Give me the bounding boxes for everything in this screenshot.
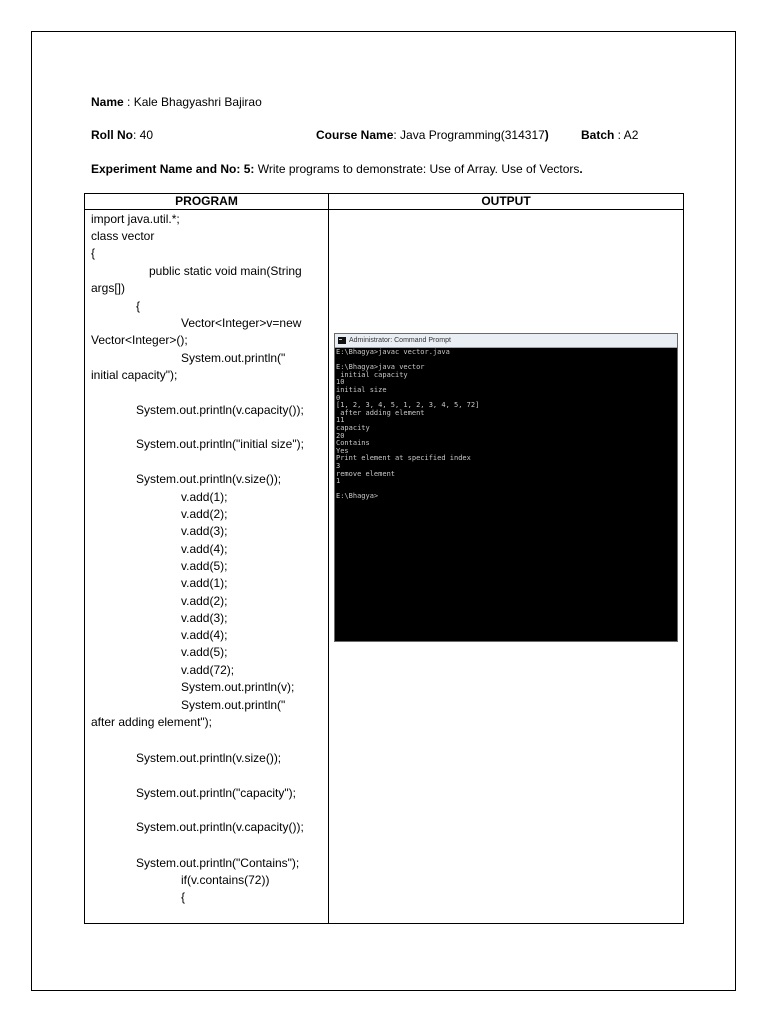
console-line: after adding element — [336, 408, 425, 417]
console-line: capacity — [336, 423, 370, 432]
code-line: System.out.println("initial size"); — [136, 437, 304, 451]
program-column-header: PROGRAM — [175, 194, 238, 208]
code-line: System.out.println(v.capacity()); — [136, 820, 304, 834]
experiment-line — [91, 162, 583, 176]
console-line: 3 — [336, 461, 341, 470]
code-line: { — [91, 246, 96, 260]
console-line: 20 — [336, 431, 345, 440]
name-value: : Kale Bhagyashri Bajirao — [123, 95, 262, 109]
code-line: if(v.contains(72)) — [181, 873, 270, 887]
console-line: Contains — [336, 439, 370, 448]
console-line: 1 — [336, 477, 341, 486]
code-line: v.add(3); — [181, 524, 228, 538]
console-line: 0 — [336, 393, 341, 402]
code-line: after adding element"); — [91, 715, 212, 729]
experiment-value: Write programs to demonstrate: Use of Array. Use of Vectors — [254, 162, 580, 176]
code-line: System.out.println(v.size()); — [136, 751, 282, 765]
code-line: System.out.println("Contains"); — [136, 856, 300, 870]
code-line: { — [136, 299, 141, 313]
console-line: Yes — [336, 446, 349, 455]
console-line: Print element at specified index — [336, 454, 471, 463]
code-line: { — [181, 890, 186, 904]
code-line: System.out.println(" — [181, 698, 286, 712]
command-prompt-window — [334, 333, 678, 642]
code-line: public static void main(String — [149, 264, 302, 278]
console-line: 11 — [336, 416, 345, 425]
code-line: v.add(5); — [181, 645, 228, 659]
code-line: v.add(3); — [181, 611, 228, 625]
batch-line — [581, 128, 638, 142]
code-line: v.add(5); — [181, 559, 228, 573]
batch-label: Batch — [581, 128, 615, 142]
output-column-header: OUTPUT — [481, 194, 531, 208]
console-output — [336, 349, 675, 501]
code-line: initial capacity"); — [91, 368, 178, 382]
code-line: System.out.println(v.size()); — [136, 472, 282, 486]
code-line: v.add(1); — [181, 576, 228, 590]
experiment-end: . — [579, 162, 583, 176]
code-line: System.out.println("capacity"); — [136, 786, 296, 800]
code-line: Vector<Integer>v=new — [181, 316, 302, 330]
code-line: v.add(4); — [181, 542, 228, 556]
experiment-label: Experiment Name and No: 5: — [91, 162, 255, 176]
console-line: 10 — [336, 378, 345, 387]
course-label: Course Name — [316, 128, 394, 142]
code-line: v.add(1); — [181, 490, 228, 504]
console-line — [336, 486, 675, 494]
console-line: initial size — [336, 385, 387, 394]
code-line: v.add(4); — [181, 628, 228, 642]
console-line: E:\Bhagya> — [336, 492, 379, 501]
command-prompt-title: Administrator: Command Prompt — [349, 337, 451, 344]
code-line: v.add(72); — [181, 663, 235, 677]
console-line: [1, 2, 3, 4, 5, 1, 2, 3, 4, 5, 72] — [336, 401, 480, 410]
command-prompt-titlebar — [335, 334, 677, 348]
roll-label: Roll No — [91, 128, 133, 142]
course-paren: ) — [544, 128, 549, 142]
roll-number-line — [91, 128, 153, 142]
name-label: Name — [91, 95, 124, 109]
console-line: E:\Bhagya>java vector — [336, 363, 425, 372]
code-line: v.add(2); — [181, 507, 228, 521]
code-line: System.out.println(v.capacity()); — [136, 403, 304, 417]
code-line: v.add(2); — [181, 594, 228, 608]
console-line: initial capacity — [336, 370, 408, 379]
console-line: remove element — [336, 469, 396, 478]
table-header-row — [85, 194, 683, 210]
batch-value: : A2 — [614, 128, 639, 142]
console-line: E:\Bhagya>javac vector.java — [336, 348, 450, 356]
code-line: import java.util.*; — [91, 212, 180, 226]
roll-value: : 40 — [133, 128, 154, 142]
course-value: : Java Programming(314317 — [393, 128, 545, 142]
code-line: Vector<Integer>(); — [91, 333, 188, 347]
course-name-line — [316, 128, 549, 142]
code-line: args[]) — [91, 281, 126, 295]
student-name-line — [91, 95, 262, 109]
code-line: System.out.println(" — [181, 351, 286, 365]
console-icon — [338, 337, 346, 344]
column-divider — [328, 194, 329, 923]
code-line: System.out.println(v); — [181, 680, 295, 694]
code-line: class vector — [91, 229, 155, 243]
